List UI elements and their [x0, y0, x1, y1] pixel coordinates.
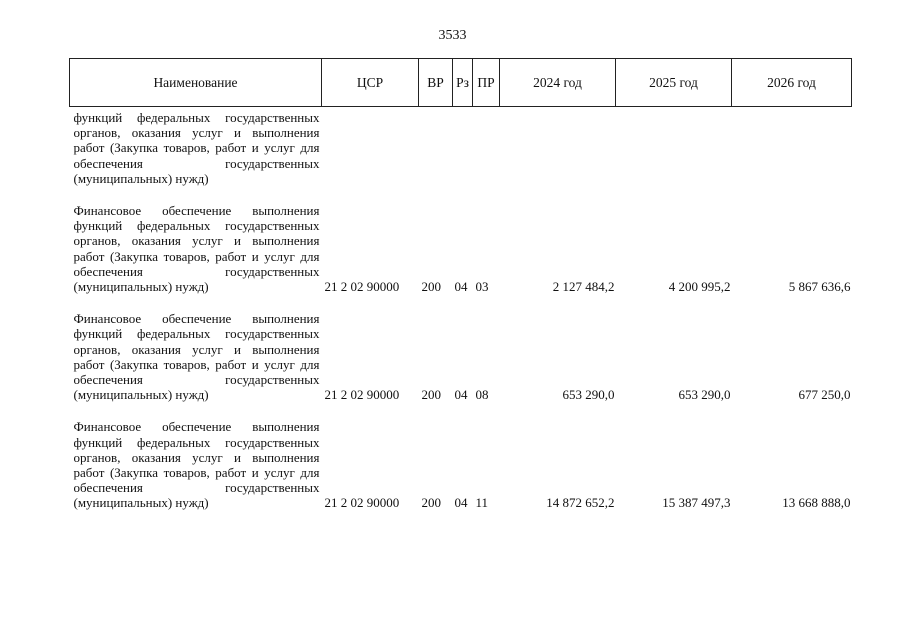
row-2024 [500, 107, 616, 187]
budget-table [69, 58, 852, 511]
row-pr: 03 [475, 279, 489, 295]
row-name: Финансовое обеспечение выполнения функций федеральных государственных органов, оказания услуг и выполнения работ (Закупка товаров, работ и услуг для обеспечения государственных (муниципальных) нужд) [73, 203, 320, 295]
header-2025: 2025 год [616, 59, 732, 107]
row-2024: 2 127 484,2 [552, 279, 615, 295]
header-name: Наименование [70, 59, 322, 107]
row-2024: 14 872 652,2 [546, 495, 615, 511]
row-2025 [616, 107, 732, 187]
row-spacer [70, 402, 852, 416]
row-rz: 04 [454, 279, 468, 295]
row-2025: 4 200 995,2 [668, 279, 731, 295]
header-rz: Рз [453, 59, 473, 107]
row-vr: 200 [421, 279, 441, 295]
row-csr: 21 2 02 90000 [324, 495, 400, 511]
table-header-row [70, 59, 852, 107]
row-rz [453, 107, 473, 187]
header-pr: ПР [473, 59, 500, 107]
row-2026: 13 668 888,0 [782, 495, 851, 511]
table-row [70, 416, 852, 510]
table-row [70, 107, 852, 187]
row-name: Финансовое обеспечение выполнения функций федеральных государственных органов, оказания услуг и выполнения работ (Закупка товаров, работ и услуг для обеспечения государственных (муниципальных) нужд) [73, 311, 320, 403]
row-name: Финансовое обеспечение выполнения функций федеральных государственных органов, оказания услуг и выполнения работ (Закупка товаров, работ и услуг для обеспечения государственных (муниципальных) нужд) [73, 419, 320, 511]
header-2024: 2024 год [500, 59, 616, 107]
row-pr: 08 [475, 387, 489, 403]
row-csr: 21 2 02 90000 [324, 279, 400, 295]
row-pr: 11 [475, 495, 489, 511]
row-spacer [70, 186, 852, 200]
header-2026: 2026 год [732, 59, 852, 107]
row-csr: 21 2 02 90000 [324, 387, 400, 403]
row-spacer [70, 294, 852, 308]
row-name: функций федеральных государственных органов, оказания услуг и выполнения работ (Закупка товаров, работ и услуг для обеспечения государственных (муниципальных) нужд) [73, 110, 320, 186]
row-2025: 653 290,0 [678, 387, 731, 403]
row-vr: 200 [421, 387, 441, 403]
row-2026: 677 250,0 [798, 387, 851, 403]
row-rz: 04 [454, 387, 468, 403]
page-number: 3533 [438, 28, 467, 43]
row-vr: 200 [421, 495, 441, 511]
header-vr: ВР [419, 59, 453, 107]
row-2026: 5 867 636,6 [788, 279, 851, 295]
row-pr [473, 107, 500, 187]
table-row [70, 200, 852, 294]
row-2024: 653 290,0 [562, 387, 615, 403]
table-row [70, 308, 852, 402]
row-csr [322, 107, 419, 187]
row-2026 [732, 107, 852, 187]
header-csr: ЦСР [322, 59, 419, 107]
row-rz: 04 [454, 495, 468, 511]
row-vr [419, 107, 453, 187]
row-2025: 15 387 497,3 [662, 495, 731, 511]
